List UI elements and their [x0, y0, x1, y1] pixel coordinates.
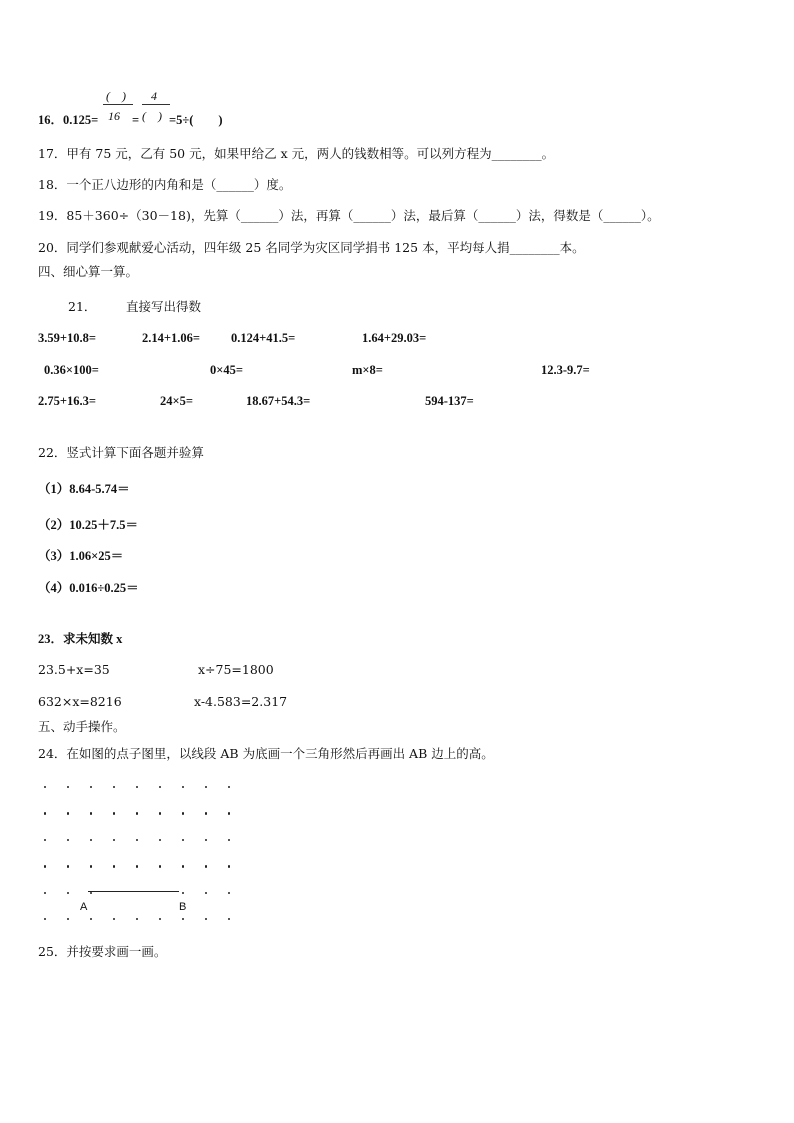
q16-prefix: 16．0.125= — [38, 113, 99, 127]
grid-dot — [44, 892, 46, 894]
q16-fraction1-bar — [103, 104, 133, 105]
q16-fraction2-bar — [142, 104, 170, 105]
grid-dot — [44, 865, 46, 867]
grid-dot — [90, 918, 92, 920]
grid-dot — [67, 786, 69, 788]
grid-dot — [205, 918, 207, 920]
q23-title: 23．求未知数 x — [38, 632, 123, 646]
grid-dot — [44, 786, 46, 788]
grid-dot — [90, 812, 92, 814]
grid-dot — [90, 865, 92, 867]
grid-dot — [113, 918, 115, 920]
grid-dot — [67, 865, 69, 867]
grid-dot — [67, 812, 69, 814]
q21-item: 3.59+10.8= — [38, 331, 96, 345]
grid-dot — [113, 839, 115, 841]
point-a-label: A — [80, 901, 88, 913]
grid-dot — [228, 786, 230, 788]
q21-item: 594-137= — [425, 394, 474, 408]
grid-dot — [90, 839, 92, 841]
q22-item: （4）0.016÷0.25＝ — [38, 581, 139, 595]
grid-dot — [228, 918, 230, 920]
q21-item: 0.36×100= — [44, 363, 99, 377]
q23-equation: 23.5+x=35 — [38, 662, 110, 677]
q21-item: 0×45= — [210, 363, 243, 377]
q21-title: 直接写出得数 — [126, 299, 202, 314]
grid-dot — [67, 839, 69, 841]
grid-dot — [90, 786, 92, 788]
grid-dot — [228, 839, 230, 841]
q23-equation: 632×x=8216 — [38, 694, 122, 709]
grid-dot — [159, 786, 161, 788]
grid-dot — [113, 865, 115, 867]
q16-equals: = — [132, 113, 140, 127]
grid-dot — [205, 892, 207, 894]
grid-dot — [205, 812, 207, 814]
grid-dot — [159, 839, 161, 841]
q16-fraction1-numerator: ( ) — [106, 89, 126, 103]
q23-equation: x-4.583=2.317 — [194, 694, 288, 709]
q19-text: 19．85＋360÷（30－18)，先算（______）法，再算（______）法，最后算（______）法，得数是（______）。 — [38, 208, 660, 223]
q20-text: 20．同学们参观献爱心活动，四年级 25 名同学为灾区同学捐书 125 本，平均每人捐________本。 — [38, 240, 585, 255]
q21-item: 24×5= — [160, 394, 193, 408]
section5-title: 五、动手操作。 — [38, 719, 126, 734]
q21-item: 2.75+16.3= — [38, 394, 96, 408]
grid-dot — [113, 786, 115, 788]
q22-item: （1）8.64-5.74＝ — [38, 482, 130, 496]
grid-dot — [67, 892, 69, 894]
q24-text: 24．在如图的点子图里，以线段 AB 为底画一个三角形然后再画出 AB 边上的高。 — [38, 746, 494, 761]
grid-dot — [228, 812, 230, 814]
q21-item: 0.124+41.5= — [231, 331, 296, 345]
grid-dot — [182, 839, 184, 841]
q25-text: 25．并按要求画一画。 — [38, 944, 167, 959]
grid-dot — [44, 918, 46, 920]
q22-item: （3）1.06×25＝ — [38, 549, 124, 563]
grid-dot — [136, 865, 138, 867]
q22-item: （2）10.25＋7.5＝ — [38, 518, 139, 532]
grid-dot — [113, 812, 115, 814]
point-b-label: B — [179, 901, 187, 913]
grid-dot — [136, 839, 138, 841]
q17-text: 17．甲有 75 元，乙有 50 元，如果甲给乙 x 元，两人的钱数相等。可以列方程为________。 — [38, 146, 555, 161]
grid-dot — [228, 865, 230, 867]
grid-dot — [44, 839, 46, 841]
q21-item: 12.3-9.7= — [541, 363, 590, 377]
grid-dot — [44, 812, 46, 814]
grid-dot — [136, 786, 138, 788]
grid-dot — [136, 918, 138, 920]
grid-dot — [67, 918, 69, 920]
q22-title: 22．竖式计算下面各题并验算 — [38, 445, 204, 460]
q21-item: 18.67+54.3= — [246, 394, 311, 408]
grid-dot — [182, 865, 184, 867]
grid-dot — [182, 892, 184, 894]
grid-dot — [159, 865, 161, 867]
grid-dot — [182, 786, 184, 788]
q16-fraction2-denominator: ( ) — [142, 109, 162, 123]
grid-dot — [136, 812, 138, 814]
q16-tail: =5÷( ) — [169, 113, 223, 127]
q18-text: 18．一个正八边形的内角和是（______）度。 — [38, 177, 292, 192]
q21-item: 1.64+29.03= — [362, 331, 427, 345]
grid-dot — [159, 812, 161, 814]
grid-dot — [205, 786, 207, 788]
grid-dot — [182, 918, 184, 920]
q21-item: m×8= — [352, 363, 383, 377]
section4-title: 四、细心算一算。 — [38, 264, 139, 279]
q16-fraction2-numerator: 4 — [151, 89, 157, 103]
grid-dot — [182, 812, 184, 814]
grid-dot — [228, 892, 230, 894]
grid-dot — [159, 918, 161, 920]
grid-dot — [205, 865, 207, 867]
q21-number: 21． — [68, 299, 97, 314]
q21-item: 2.14+1.06= — [142, 331, 200, 345]
q23-equation: x÷75=1800 — [198, 662, 274, 677]
grid-dot — [205, 839, 207, 841]
segment-ab — [88, 891, 179, 892]
q16-fraction1-denominator: 16 — [108, 109, 120, 123]
